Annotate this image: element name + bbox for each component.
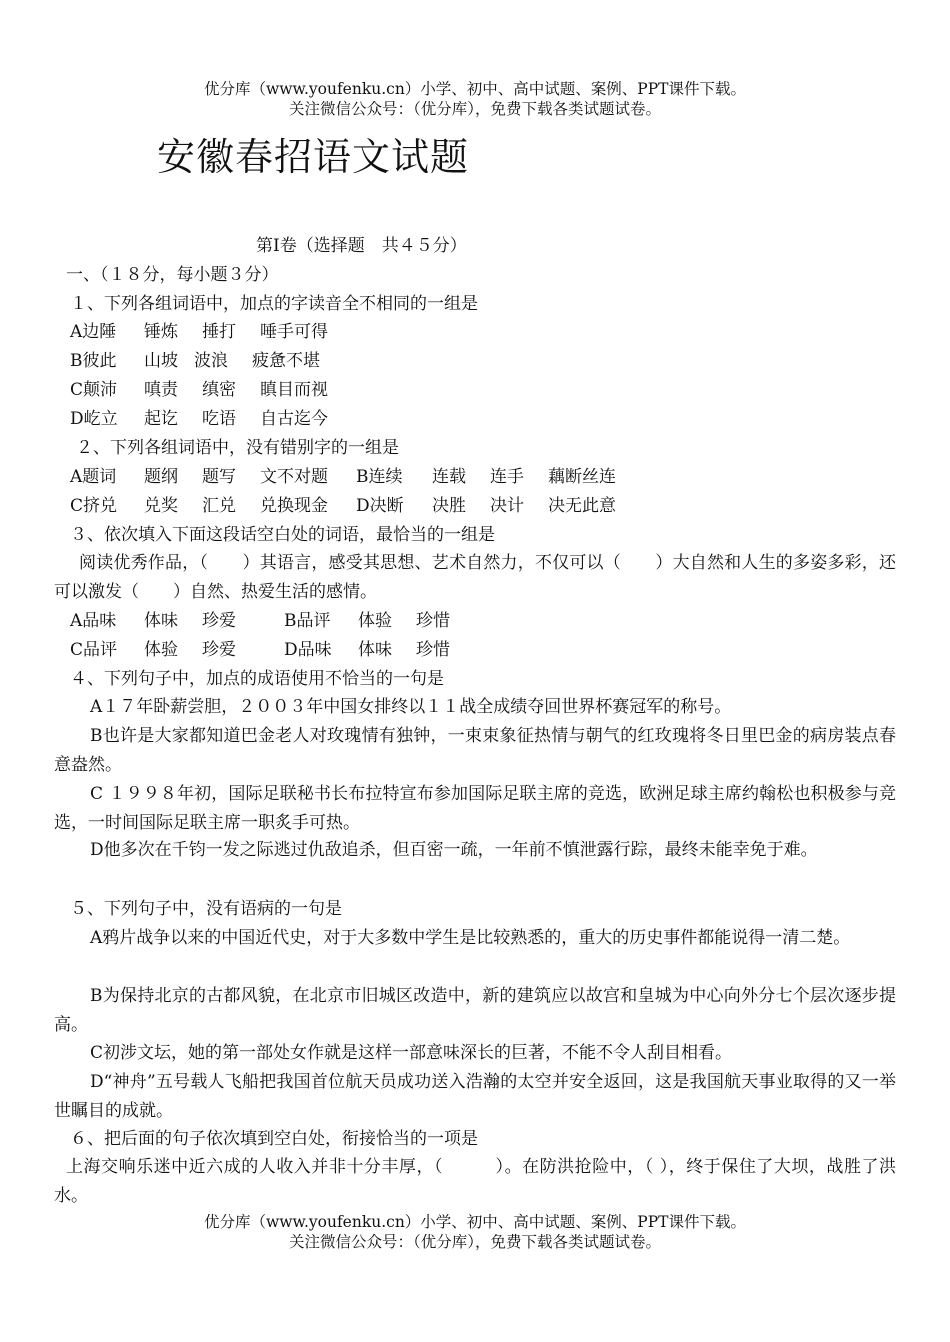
- q1-option-d: D屹立 起讫 吃语 自古迄今: [70, 409, 328, 429]
- page-title: 安徽春招语文试题: [157, 135, 470, 179]
- footer-line-2: 关注微信公众号：（优分库），免费下载各类试题试卷。: [288, 1233, 661, 1251]
- q6-stem: ６、把后面的句子依次填到空白处，衔接恰当的一项是: [70, 1129, 478, 1149]
- q4-option-c: C １９９８年初，国际足联秘书长布拉特宣布参加国际足联主席的竞选，欧洲足球主席约翰松也积极参与竞选，一时间国际足联主席一职炙手可热。: [54, 784, 896, 833]
- q3-stem: ３、依次填入下面这段话空白处的词语，最恰当的一组是: [70, 525, 495, 545]
- q3-passage: 阅读优秀作品，（ ）其语言，感受其思想、艺术自然力，不仅可以（ ）大自然和人生的多姿多彩，还可以激发（ ）自然、热爱生活的感情。: [54, 553, 896, 602]
- q4-option-d: D他多次在千钧一发之际逃过仇敌追杀，但百密一疏，一年前不慎泄露行踪，最终未能幸免于难。: [90, 840, 818, 860]
- q1-option-a: A边陲 锤炼 捶打 唾手可得: [70, 322, 328, 342]
- q1-option-b: B彼此 山坡 波浪 疲惫不堪: [70, 351, 320, 371]
- q5-option-c: C初涉文坛，她的第一部处女作就是这样一部意味深长的巨著，不能不令人刮目相看。: [90, 1043, 733, 1063]
- q5-option-d: D“神舟”五号载人飞船把我国首位航天员成功送入浩瀚的太空并安全返回，这是我国航天事业取得的又一举世瞩目的成就。: [54, 1072, 896, 1121]
- q4-option-b: B也许是大家都知道巴金老人对玫瑰情有独钟，一束束象征热情与朝气的红玫瑰将冬日里巴金的病房装点春意盎然。: [54, 726, 896, 775]
- footer-line-1: 优分库（www.youfenku.cn）小学、初中、高中试题、案例、PPT课件下载。: [203, 1213, 747, 1231]
- part-one-heading: 一、（１８分，每小题３分）: [66, 265, 279, 285]
- q3-options-ab: A品味 体味 珍爱 B品评 体验 珍惜: [70, 611, 450, 631]
- q2-stem: ２、下列各组词语中，没有错别字的一组是: [76, 438, 399, 458]
- q5-option-a: A鸦片战争以来的中国近代史，对于大多数中学生是比较熟悉的，重大的历史事件都能说得一清二楚。: [90, 928, 851, 948]
- q2-options-cd: C挤兑 兑奖 汇兑 兑换现金 D决断 决胜 决计 决无此意: [70, 496, 616, 516]
- q1-stem: １、下列各组词语中，加点的字读音全不相同的一组是: [70, 294, 478, 314]
- q4-stem: ４、下列句子中，加点的成语使用不恰当的一句是: [70, 669, 444, 689]
- q5-option-b: B为保持北京的古都风貌，在北京市旧城区改造中，新的建筑应以故宫和皇城为中心向外分七个层次逐步提高。: [54, 986, 896, 1035]
- q4-option-a: A１７年卧薪尝胆，２００３年中国女排终以１１战全成绩夺回世界杯赛冠军的称号。: [90, 697, 732, 717]
- q1-option-c: C颠沛 嗔责 缜密 瞋目而视: [70, 380, 328, 400]
- header-line-1: 优分库（www.youfenku.cn）小学、初中、高中试题、案例、PPT课件下载。: [203, 80, 747, 98]
- q6-passage: 上海交响乐迷中近六成的人收入并非十分丰厚，（ ）。在防洪抢险中，（ ），终于保住了大坝，战胜了洪水。: [54, 1157, 896, 1206]
- q3-options-cd: C品评 体验 珍爱 D品味 体味 珍惜: [70, 640, 450, 660]
- q5-stem: ５、下列句子中，没有语病的一句是: [70, 899, 342, 919]
- header-line-2: 关注微信公众号：（优分库），免费下载各类试题试卷。: [288, 100, 661, 118]
- q2-options-ab: A题词 题纲 题写 文不对题 B连续 连载 连手 藕断丝连: [70, 467, 616, 487]
- section-title: 第Ⅰ卷（选择题 共４５分）: [256, 236, 467, 256]
